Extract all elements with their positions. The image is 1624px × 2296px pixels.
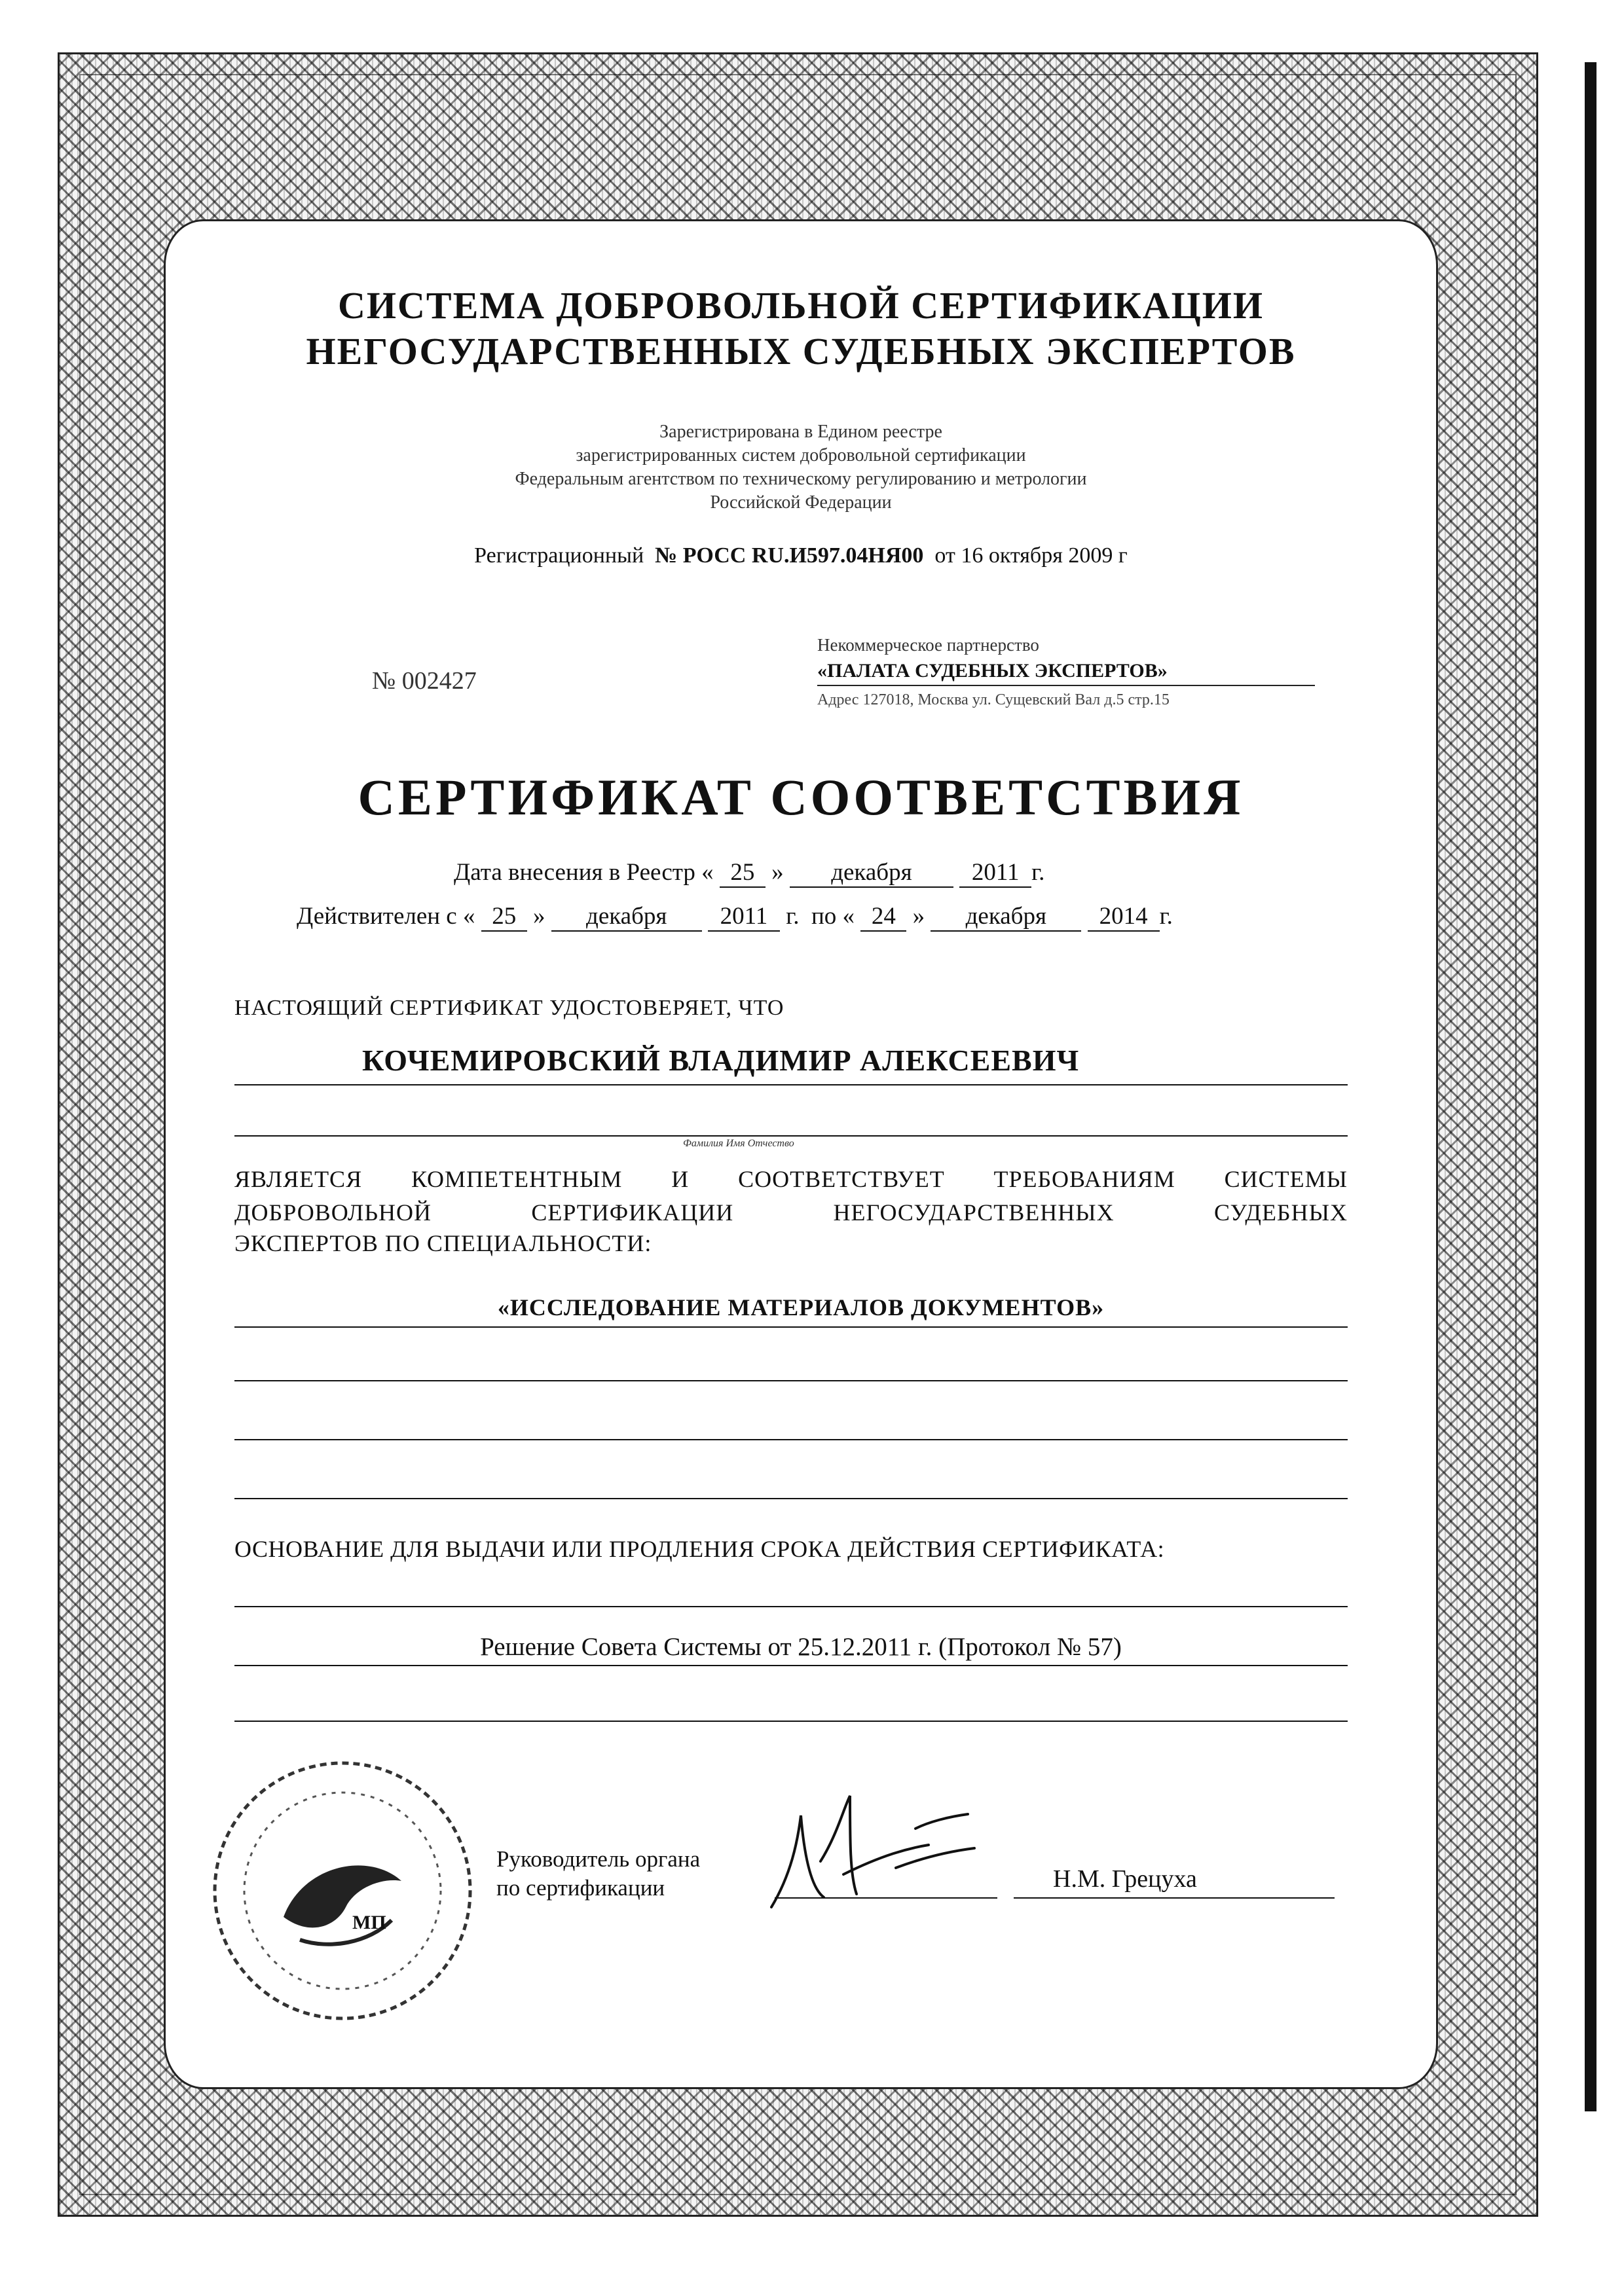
entry-close-quote: » (771, 859, 784, 886)
blank-rule-4 (234, 1721, 1348, 1722)
valid-from-day: 25 (481, 902, 527, 932)
signer-rule (1014, 1897, 1335, 1899)
signer-name: Н.М. Грецуха (1053, 1865, 1197, 1893)
head-label-line1: Руководитель органа (496, 1846, 701, 1872)
council-decision: Решение Совета Системы от 25.12.2011 г. (Протокол № 57) (480, 1633, 1122, 1661)
seal-text: МП (352, 1912, 386, 1933)
entry-date-label: Дата внесения в Реестр « (454, 859, 714, 886)
blank-rule-2 (234, 1439, 1348, 1440)
entry-day: 25 (720, 858, 766, 888)
basis-label: ОСНОВАНИЕ ДЛЯ ВЫДАЧИ ИЛИ ПРОДЛЕНИЯ СРОКА ДЕЙСТВИЯ СЕРТИФИКАТА: (234, 1536, 1165, 1562)
name-caption: Фамилия Имя Отчество (683, 1138, 794, 1149)
organization-intro: Некоммерческое партнерство (817, 635, 1039, 655)
entry-year: 2011 (959, 858, 1031, 888)
holder-name-rule (234, 1084, 1348, 1085)
valid-to-close-quote: » (912, 903, 925, 930)
handwritten-signature-icon (752, 1783, 987, 1930)
validity-period (297, 902, 1173, 932)
registration-line3: Федеральным агентством по техническому регулированию и метрологии (515, 469, 1087, 489)
holder-name-rule-2 (234, 1135, 1348, 1137)
competence-line3: ЭКСПЕРТОВ ПО СПЕЦИАЛЬНОСТИ: (234, 1230, 652, 1256)
signature-rule (775, 1897, 997, 1899)
basis-rule (234, 1606, 1348, 1607)
organization-name: «ПАЛАТА СУДЕБНЫХ ЭКСПЕРТОВ» (817, 660, 1168, 682)
certificate-title: СЕРТИФИКАТ СООТВЕТСТВИЯ (358, 769, 1244, 826)
registration-number (166, 543, 1436, 568)
system-title-line2: НЕГОСУДАРСТВЕННЫХ СУДЕБНЫХ ЭКСПЕРТОВ (306, 330, 1296, 373)
entry-year-suffix: г. (1031, 859, 1045, 886)
specialty: «ИССЛЕДОВАНИЕ МАТЕРИАЛОВ ДОКУМЕНТОВ» (497, 1294, 1105, 1321)
decision-rule (234, 1665, 1348, 1666)
valid-from-label: Действителен с « (297, 903, 475, 930)
valid-from-month: декабря (551, 902, 702, 932)
organization-rule (817, 685, 1315, 686)
valid-from-year-suffix: г. (786, 903, 800, 930)
valid-to-month: декабря (931, 902, 1081, 932)
registration-number-value: № РОСС RU.И597.04НЯ00 (655, 543, 924, 568)
attests-label: НАСТОЯЩИЙ СЕРТИФИКАТ УДОСТОВЕРЯЕТ, ЧТО (234, 996, 784, 1020)
head-label-line2: по сертификации (496, 1875, 665, 1901)
valid-from-year: 2011 (708, 902, 780, 932)
valid-to-label: по « (811, 903, 855, 930)
competence-text (234, 1163, 1348, 1230)
specialty-rule (234, 1326, 1348, 1328)
registration-number-date: от 16 октября 2009 г (934, 543, 1128, 568)
blank-rule-1 (234, 1380, 1348, 1381)
registration-line1: Зарегистрирована в Едином реестре (659, 422, 942, 442)
organization-address: Адрес 127018, Москва ул. Сущевский Вал д.5 стр.15 (817, 691, 1170, 708)
certificate-number: № 002427 (372, 667, 477, 695)
competence-line1: ЯВЛЯЕТСЯ КОМПЕТЕНТНЫМ И СООТВЕТСТВУЕТ ТРЕБОВАНИЯМ СИСТЕМЫ (234, 1166, 1348, 1192)
scan-edge-bar (1585, 62, 1596, 2111)
valid-from-close-quote: » (532, 903, 545, 930)
registration-number-prefix: Регистрационный (474, 543, 644, 568)
system-title-line1: СИСТЕМА ДОБРОВОЛЬНОЙ СЕРТИФИКАЦИИ (338, 284, 1264, 327)
registration-line2: зарегистрированных систем добровольной сертификации (576, 445, 1026, 465)
holder-name: КОЧЕМИРОВСКИЙ ВЛАДИМИР АЛЕКСЕЕВИЧ (362, 1044, 1080, 1077)
blank-rule-3 (234, 1498, 1348, 1499)
entry-month: декабря (790, 858, 953, 888)
registry-entry-date (454, 858, 1044, 888)
valid-to-day: 24 (860, 902, 906, 932)
certificate-panel (164, 219, 1438, 2089)
head-label (496, 1845, 700, 1903)
stamp-seal-icon (205, 1753, 480, 2032)
competence-line2: ДОБРОВОЛЬНОЙ СЕРТИФИКАЦИИ НЕГОСУДАРСТВЕННЫХ СУДЕБНЫХ (234, 1199, 1348, 1226)
registration-line4: Российской Федерации (710, 492, 892, 513)
valid-to-year: 2014 (1088, 902, 1160, 932)
valid-to-year-suffix: г. (1159, 903, 1173, 930)
